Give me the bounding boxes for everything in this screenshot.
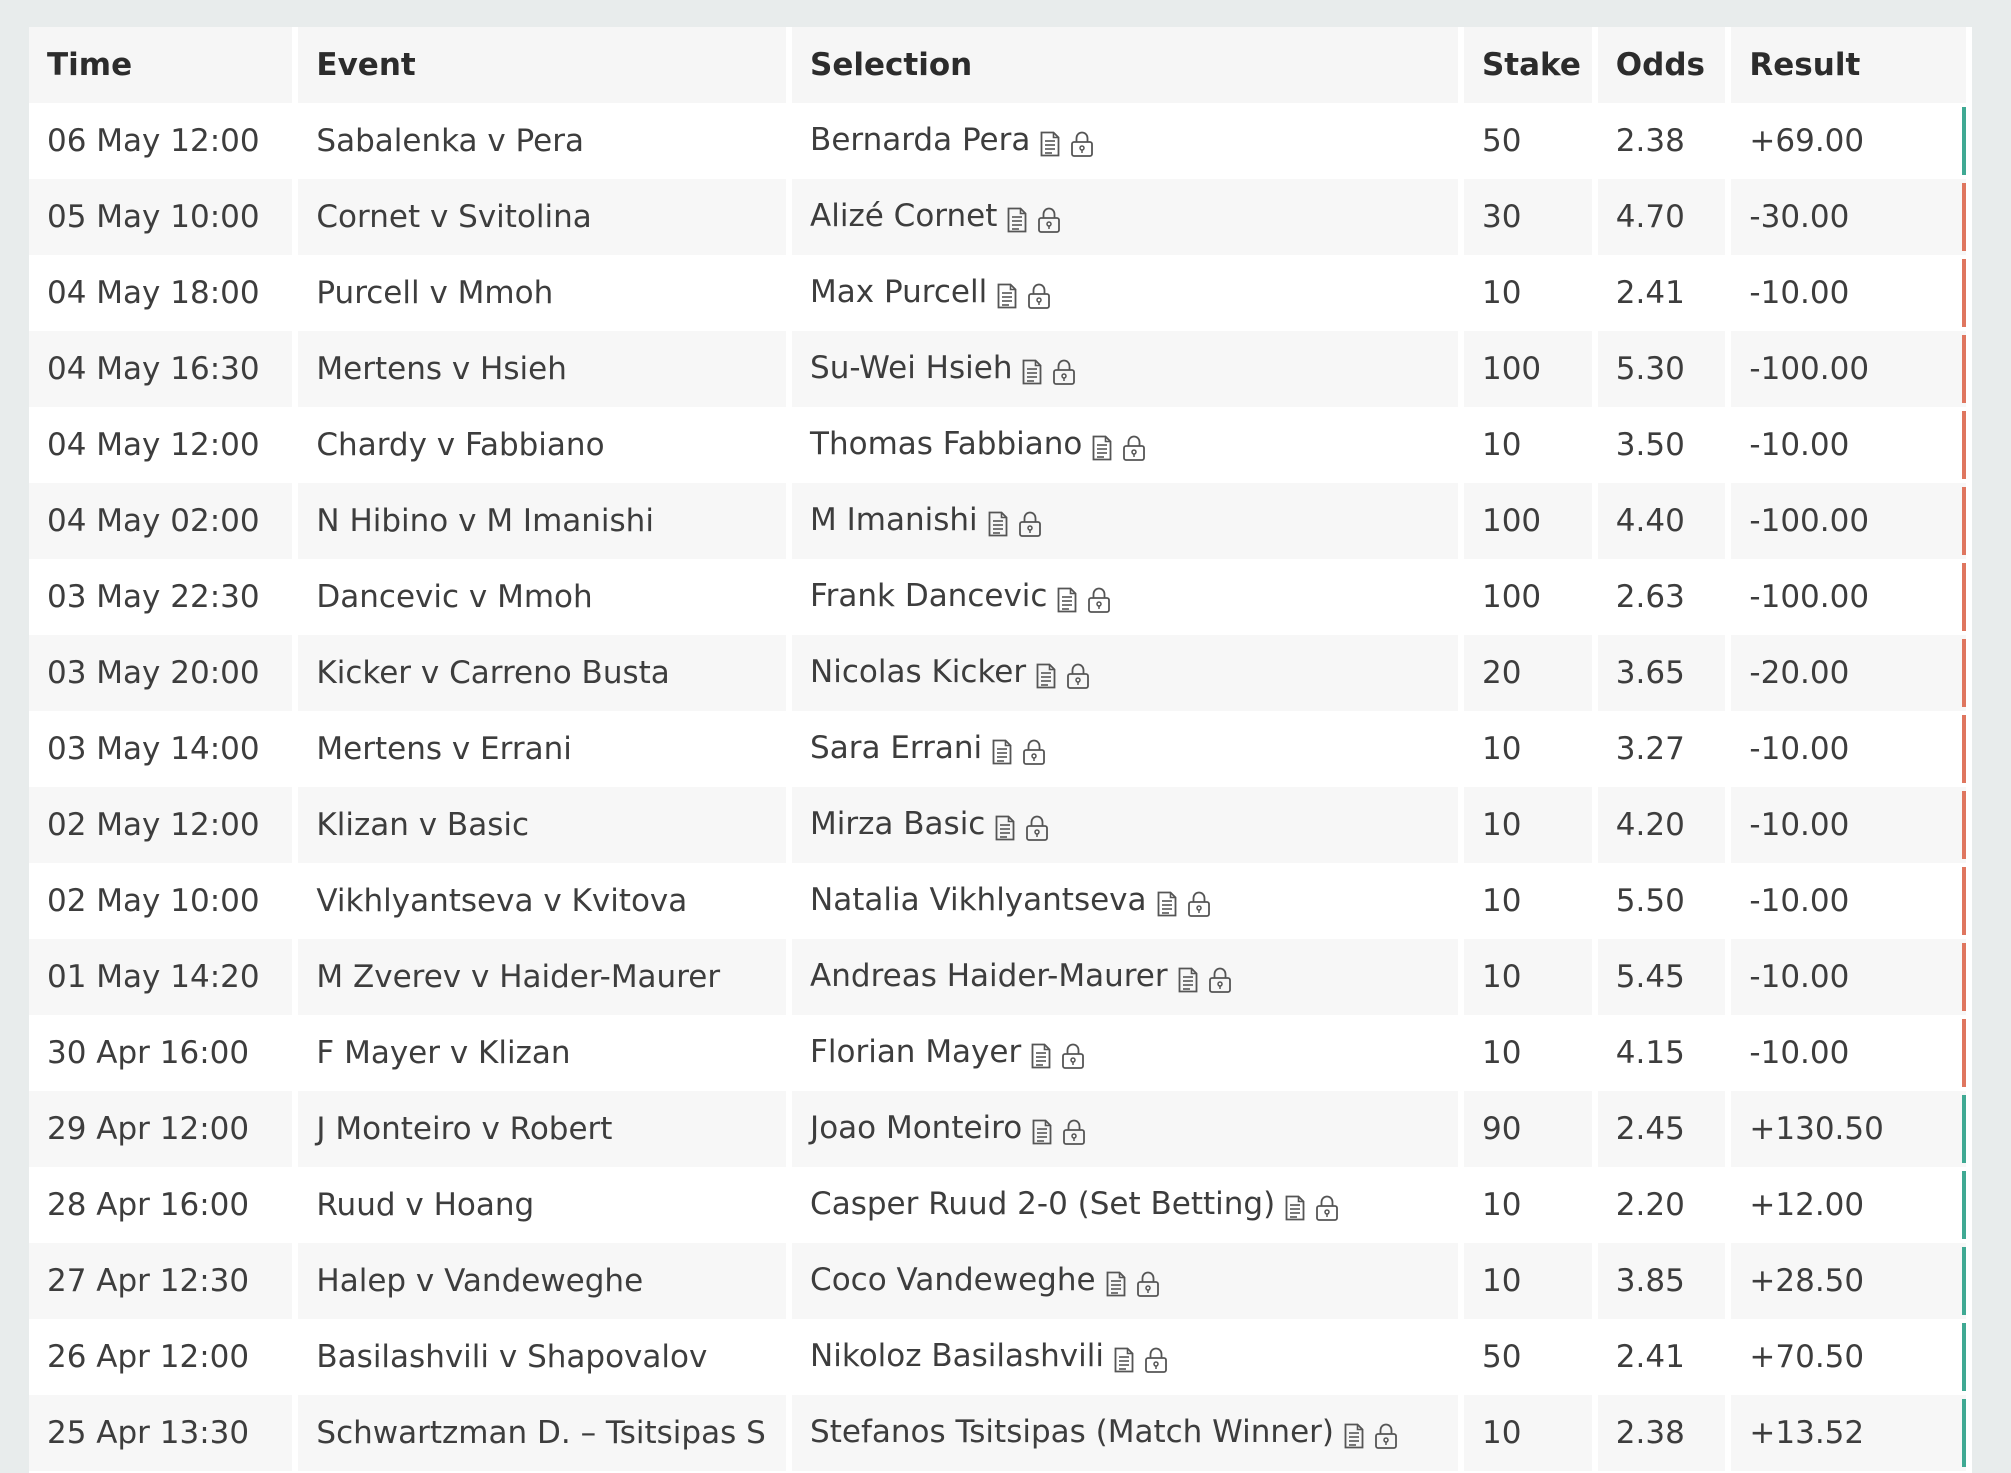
selection-label: M Imanishi: [810, 501, 978, 538]
odds-cell: 2.63: [1615, 579, 1685, 615]
lock-icon[interactable]: [1208, 960, 1232, 996]
result-cell: -20.00: [1731, 635, 1966, 711]
odds-cell: 4.40: [1598, 483, 1726, 559]
lock-icon[interactable]: [1018, 504, 1042, 540]
time-cell: 27 Apr 12:30: [29, 1243, 292, 1319]
table-row: [29, 1167, 1966, 1243]
odds-cell: 2.41: [1615, 1339, 1685, 1375]
document-icon[interactable]: [1344, 1416, 1364, 1452]
selection-cell: [792, 179, 1458, 255]
time-cell: 06 May 12:00: [47, 123, 260, 159]
time-cell: 28 Apr 16:00: [47, 1187, 250, 1223]
document-icon[interactable]: [992, 732, 1012, 768]
selection-label: Thomas Fabbiano: [810, 425, 1083, 462]
result-cell: +13.52: [1731, 1395, 1966, 1471]
event-cell: Vikhlyantseva v Kvitova: [316, 883, 688, 919]
selection-cell: [792, 711, 1458, 787]
stake-cell: 10: [1481, 883, 1522, 919]
document-icon[interactable]: [1092, 428, 1112, 464]
document-icon[interactable]: [997, 276, 1017, 312]
header-stake[interactable]: Stake: [1464, 27, 1592, 103]
time-cell: 30 Apr 16:00: [47, 1035, 250, 1071]
selection-cell: [792, 483, 1458, 559]
odds-cell: 3.65: [1598, 635, 1726, 711]
document-icon[interactable]: [1285, 1188, 1305, 1224]
selection-cell: [792, 1395, 1458, 1471]
stake-cell: 50: [1481, 123, 1522, 159]
time-cell: 04 May 18:00: [47, 275, 260, 311]
selection-cell: [792, 939, 1458, 1015]
stake-cell: 10: [1464, 1243, 1592, 1319]
odds-cell: 4.70: [1598, 179, 1726, 255]
table-row: [29, 1395, 1966, 1471]
result-cell: -100.00: [1731, 559, 1966, 635]
selection-label: Alizé Cornet: [810, 197, 998, 234]
event-cell: Mertens v Errani: [316, 731, 572, 767]
odds-cell: 2.38: [1598, 1395, 1726, 1471]
stake-cell: 10: [1481, 1187, 1522, 1223]
selection-label: Su-Wei Hsieh: [810, 349, 1013, 386]
stake-cell: 10: [1481, 427, 1522, 463]
selection-cell: [792, 1243, 1458, 1319]
table-row: [29, 939, 1966, 1015]
time-cell: 25 Apr 13:30: [29, 1395, 292, 1471]
event-cell: Dancevic v Mmoh: [316, 579, 593, 615]
lock-icon[interactable]: [1374, 1416, 1398, 1452]
stake-cell: 10: [1464, 787, 1592, 863]
stake-cell: 90: [1464, 1091, 1592, 1167]
selection-label: Mirza Basic: [810, 805, 986, 842]
odds-cell: 2.45: [1598, 1091, 1726, 1167]
lock-icon[interactable]: [1136, 1264, 1160, 1300]
result-cell: +130.50: [1731, 1091, 1966, 1167]
selection-cell: [792, 1091, 1458, 1167]
lock-icon[interactable]: [1037, 200, 1061, 236]
selection-label: Stefanos Tsitsipas (Match Winner): [810, 1413, 1334, 1450]
stake-cell: 10: [1481, 731, 1522, 767]
event-cell: Ruud v Hoang: [316, 1187, 535, 1223]
stake-cell: 100: [1481, 579, 1542, 615]
result-cell: -100.00: [1731, 331, 1966, 407]
document-icon[interactable]: [1114, 1340, 1134, 1376]
stake-cell: 10: [1464, 939, 1592, 1015]
odds-cell: 2.20: [1615, 1187, 1685, 1223]
stake-cell: 10: [1481, 275, 1522, 311]
selection-label: Coco Vandeweghe: [810, 1261, 1096, 1298]
selection-label: Bernarda Pera: [810, 121, 1031, 158]
selection-cell: [792, 1319, 1458, 1395]
event-cell: M Zverev v Haider-Maurer: [298, 939, 786, 1015]
header-selection[interactable]: Selection: [792, 27, 1458, 103]
time-cell: 26 Apr 12:00: [47, 1339, 250, 1375]
selection-label: Florian Mayer: [810, 1033, 1022, 1070]
selection-label: Joao Monteiro: [810, 1109, 1023, 1146]
odds-cell: 5.45: [1598, 939, 1726, 1015]
document-icon[interactable]: [1032, 1112, 1052, 1148]
selection-label: Nicolas Kicker: [810, 653, 1027, 690]
event-cell: Mertens v Hsieh: [298, 331, 786, 407]
document-icon[interactable]: [1040, 124, 1060, 160]
selection-cell: [792, 1167, 1458, 1243]
result-cell: +70.50: [1731, 1319, 1966, 1395]
table-row: [29, 407, 1966, 483]
table-row: [29, 1015, 1966, 1091]
selection-label: Frank Dancevic: [810, 577, 1048, 614]
document-icon[interactable]: [1007, 200, 1027, 236]
table-header-row: [29, 27, 1966, 103]
table-row: [29, 331, 1966, 407]
selection-label: Nikoloz Basilashvili: [810, 1337, 1104, 1374]
odds-cell: 2.38: [1615, 123, 1685, 159]
event-cell: Halep v Vandeweghe: [298, 1243, 786, 1319]
selection-cell: [792, 255, 1458, 331]
event-cell: J Monteiro v Robert: [298, 1091, 786, 1167]
lock-icon[interactable]: [1122, 428, 1146, 464]
lock-icon[interactable]: [1052, 352, 1076, 388]
time-cell: 04 May 16:30: [29, 331, 292, 407]
stake-cell: 10: [1464, 1395, 1592, 1471]
header-result[interactable]: Result: [1731, 27, 1966, 103]
document-icon[interactable]: [1178, 960, 1198, 996]
lock-icon[interactable]: [1062, 1112, 1086, 1148]
table-row: [29, 787, 1966, 863]
event-cell: Klizan v Basic: [298, 787, 786, 863]
result-cell: -30.00: [1731, 179, 1966, 255]
odds-cell: 3.50: [1615, 427, 1685, 463]
result-cell: +69.00: [1731, 103, 1966, 179]
lock-icon[interactable]: [1027, 276, 1051, 312]
result-cell: -10.00: [1731, 407, 1966, 483]
table-row: [29, 483, 1966, 559]
document-icon[interactable]: [995, 808, 1015, 844]
selection-cell: [792, 635, 1458, 711]
event-cell: Sabalenka v Pera: [316, 123, 584, 159]
table-row: [29, 255, 1966, 331]
bets-table-card: [29, 27, 1972, 1473]
time-cell: 02 May 12:00: [29, 787, 292, 863]
odds-cell: 5.50: [1615, 883, 1685, 919]
time-cell: 02 May 10:00: [47, 883, 260, 919]
lock-icon[interactable]: [1315, 1188, 1339, 1224]
header-event[interactable]: Event: [298, 27, 786, 103]
event-cell: Chardy v Fabbiano: [316, 427, 605, 463]
stake-cell: 20: [1464, 635, 1592, 711]
lock-icon[interactable]: [1087, 580, 1111, 616]
event-cell: Basilashvili v Shapovalov: [316, 1339, 708, 1375]
selection-label: Natalia Vikhlyantseva: [810, 881, 1147, 918]
lock-icon[interactable]: [1061, 1036, 1085, 1072]
result-cell: -10.00: [1731, 1015, 1966, 1091]
stake-cell: 100: [1464, 331, 1592, 407]
table-row: [29, 635, 1966, 711]
header-odds[interactable]: Odds: [1598, 27, 1726, 103]
time-cell: 01 May 14:20: [29, 939, 292, 1015]
document-icon[interactable]: [1057, 580, 1077, 616]
selection-label: Andreas Haider-Maurer: [810, 957, 1168, 994]
lock-icon[interactable]: [1066, 656, 1090, 692]
document-icon[interactable]: [1106, 1264, 1126, 1300]
document-icon[interactable]: [988, 504, 1008, 540]
selection-label: Sara Errani: [810, 729, 983, 766]
lock-icon[interactable]: [1022, 732, 1046, 768]
result-cell: -10.00: [1731, 863, 1966, 939]
table-row: [29, 179, 1966, 255]
lock-icon[interactable]: [1070, 124, 1094, 160]
result-cell: -100.00: [1731, 483, 1966, 559]
event-cell: Kicker v Carreno Busta: [298, 635, 786, 711]
event-cell: Schwartzman D. – Tsitsipas S: [298, 1395, 786, 1471]
time-cell: 04 May 02:00: [29, 483, 292, 559]
header-time[interactable]: Time: [29, 27, 292, 103]
table-row: [29, 1091, 1966, 1167]
stake-cell: 10: [1481, 1035, 1522, 1071]
event-cell: Purcell v Mmoh: [316, 275, 554, 311]
selection-cell: [792, 331, 1458, 407]
result-cell: +12.00: [1731, 1167, 1966, 1243]
lock-icon[interactable]: [1025, 808, 1049, 844]
lock-icon[interactable]: [1144, 1340, 1168, 1376]
table-row: [29, 559, 1966, 635]
event-cell: N Hibino v M Imanishi: [298, 483, 786, 559]
odds-cell: 5.30: [1598, 331, 1726, 407]
selection-cell: [792, 103, 1458, 179]
stake-cell: 30: [1464, 179, 1592, 255]
document-icon[interactable]: [1036, 656, 1056, 692]
selection-cell: [792, 863, 1458, 939]
selection-cell: [792, 787, 1458, 863]
table-row: [29, 103, 1966, 179]
stake-cell: 50: [1481, 1339, 1522, 1375]
time-cell: 29 Apr 12:00: [29, 1091, 292, 1167]
stake-cell: 100: [1464, 483, 1592, 559]
table-row: [29, 711, 1966, 787]
odds-cell: 3.85: [1598, 1243, 1726, 1319]
table-row: [29, 1319, 1966, 1395]
event-cell: Cornet v Svitolina: [298, 179, 786, 255]
result-cell: -10.00: [1731, 787, 1966, 863]
time-cell: 03 May 20:00: [29, 635, 292, 711]
result-cell: -10.00: [1731, 939, 1966, 1015]
result-cell: -10.00: [1731, 255, 1966, 331]
event-cell: F Mayer v Klizan: [316, 1035, 571, 1071]
odds-cell: 3.27: [1615, 731, 1685, 767]
result-cell: +28.50: [1731, 1243, 1966, 1319]
odds-cell: 4.20: [1598, 787, 1726, 863]
time-cell: 03 May 22:30: [47, 579, 260, 615]
table-row: [29, 863, 1966, 939]
time-cell: 03 May 14:00: [47, 731, 260, 767]
selection-cell: [792, 559, 1458, 635]
table-row: [29, 1243, 1966, 1319]
document-icon[interactable]: [1157, 884, 1177, 920]
time-cell: 04 May 12:00: [47, 427, 260, 463]
selection-label: Max Purcell: [810, 273, 988, 310]
time-cell: 05 May 10:00: [29, 179, 292, 255]
selection-label: Casper Ruud 2-0 (Set Betting): [810, 1185, 1276, 1222]
bets-table: [29, 27, 1972, 1471]
selection-cell: [792, 1015, 1458, 1091]
result-cell: -10.00: [1731, 711, 1966, 787]
document-icon[interactable]: [1022, 352, 1042, 388]
odds-cell: 4.15: [1615, 1035, 1685, 1071]
lock-icon[interactable]: [1187, 884, 1211, 920]
document-icon[interactable]: [1031, 1036, 1051, 1072]
selection-cell: [792, 407, 1458, 483]
odds-cell: 2.41: [1615, 275, 1685, 311]
